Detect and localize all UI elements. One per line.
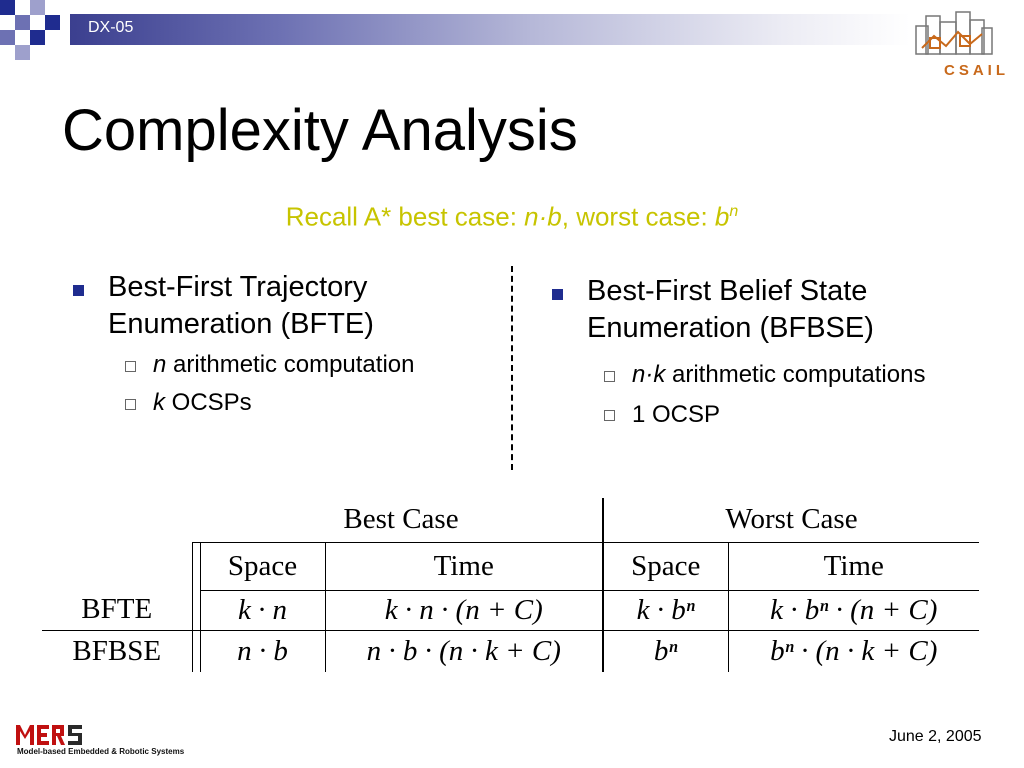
recall-line [0, 196, 1024, 233]
row-label-bfte: BFTE [81, 593, 153, 626]
recall-worst-base: b [714, 201, 730, 232]
bfbse-worst-space: bⁿ [653, 634, 678, 667]
bfte-sub1-var: n [153, 351, 167, 378]
sub-bullet-marker [604, 371, 615, 382]
bfte-bullet-line2: Enumeration (BFTE) [108, 308, 374, 340]
bfbse-sub1-var: n·k [632, 361, 666, 388]
table-row [42, 630, 979, 672]
worst-time-header: Time [728, 542, 979, 590]
recall-mid: , worst case: [561, 201, 715, 232]
bfbse-sub2: 1 OCSP [632, 401, 721, 428]
bullet-marker [552, 289, 563, 300]
bfbse-sub1 [632, 360, 925, 390]
csail-logo-text: CSAIL [944, 62, 1009, 79]
bfte-sub2-var: k [153, 389, 165, 416]
bfte-bullet [108, 269, 374, 343]
best-space-header: Space [200, 542, 325, 590]
table-row [42, 590, 979, 630]
bfte-worst-time: k · bⁿ · (n + C) [728, 590, 979, 630]
bfbse-best-space: n · b [200, 630, 325, 672]
footer-date: June 2, 2005 [889, 728, 982, 745]
worst-space-header: Space [603, 542, 728, 590]
corner-square [0, 0, 15, 15]
corner-square [0, 30, 15, 45]
recall-worst-exp: n [729, 203, 739, 220]
bullet-marker [73, 285, 84, 296]
bfbse-bullet [587, 273, 874, 347]
csail-logo [912, 8, 996, 60]
bfte-sub1-text: arithmetic computation [166, 351, 415, 378]
bfte-sub2-text: OCSPs [165, 389, 252, 416]
bfbse-worst-time: bⁿ · (n · k + C) [728, 630, 979, 672]
mers-tagline: Model-based Embedded & Robotic Systems [17, 747, 185, 756]
bfte-best-time: k · n · (n + C) [325, 590, 603, 630]
bfte-worst-space: k · bⁿ [636, 593, 695, 626]
row-label-bfbse: BFBSE [72, 634, 162, 667]
bfte-bullet-line1: Best-First Trajectory [108, 271, 368, 303]
corner-square [30, 30, 45, 45]
bfbse-bullet-line2: Enumeration (BFBSE) [587, 312, 874, 344]
complexity-table [42, 498, 979, 672]
corner-square [45, 15, 60, 30]
header-label: DX-05 [88, 19, 134, 36]
worst-case-header: Worst Case [725, 503, 858, 536]
recall-best: n·b [524, 201, 562, 232]
sub-bullet-marker [604, 410, 615, 421]
mers-logo [16, 723, 88, 747]
bfbse-bullet-line1: Best-First Belief State [587, 275, 868, 307]
column-divider [511, 266, 513, 470]
header-bar [70, 14, 910, 45]
bfbse-best-time: n · b · (n · k + C) [325, 630, 603, 672]
corner-square [30, 0, 45, 15]
bfte-sub2 [153, 388, 252, 418]
bfte-sub1 [153, 350, 414, 380]
best-time-header: Time [325, 542, 603, 590]
corner-square [15, 15, 30, 30]
sub-bullet-marker [125, 361, 136, 372]
bfte-best-space: k · n [200, 590, 325, 630]
bfbse-sub1-text: arithmetic computations [665, 361, 926, 388]
corner-square [15, 45, 30, 60]
best-case-header: Best Case [200, 498, 603, 542]
sub-bullet-marker [125, 399, 136, 410]
recall-prefix: Recall A* best case: [285, 201, 525, 232]
slide-title: Complexity Analysis [62, 98, 578, 163]
